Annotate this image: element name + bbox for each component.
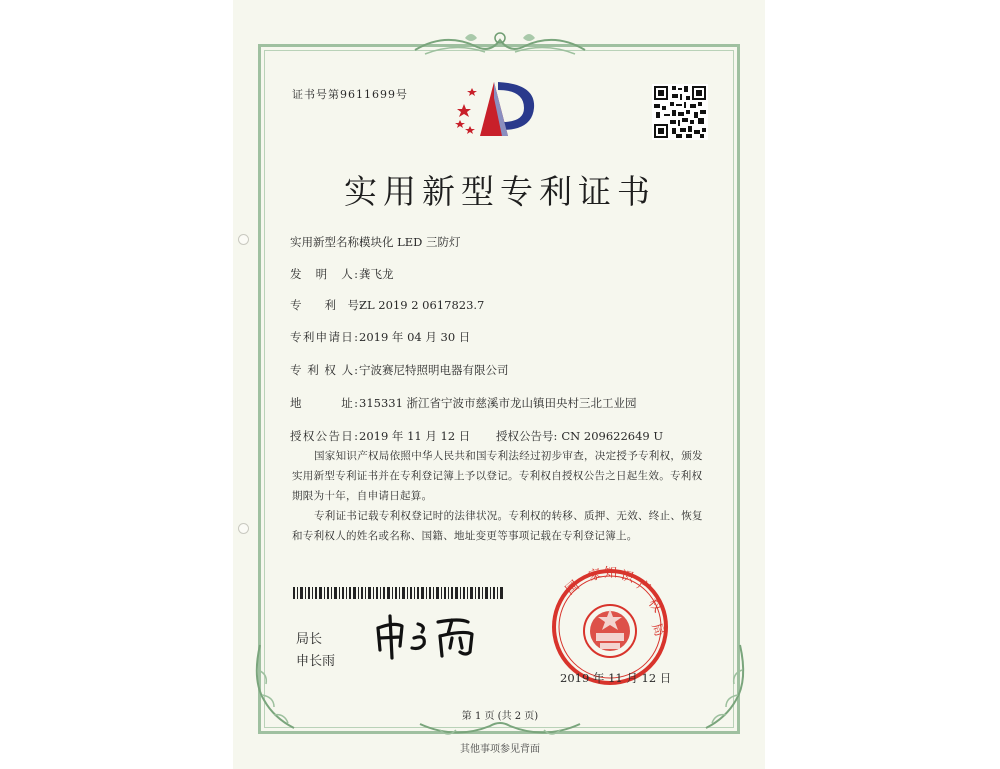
field-value: 2019 年 04 月 30 日 xyxy=(359,330,471,344)
field-inventor xyxy=(290,266,394,282)
paragraph-legal-status: 专利证书记载专利权登记时的法律状况。专利权的转移、质押、无效、终止、恢复和专利权人的姓名或名称、国籍、地址变更等事项记载在专利登记簿上。 xyxy=(292,510,703,542)
field-application-date xyxy=(290,329,470,345)
field-patent-number xyxy=(290,297,484,313)
field-label: 授权公告号: xyxy=(496,429,558,443)
field-patentee xyxy=(290,362,509,378)
field-label: 发 明 人: xyxy=(290,267,358,281)
patent-office-logo-icon xyxy=(450,78,540,140)
page-number: 第 1 页 (共 2 页) xyxy=(461,711,539,722)
field-name xyxy=(290,234,461,250)
field-value: 2019 年 11 月 12 日 xyxy=(359,429,471,443)
field-announcement-number xyxy=(496,428,663,444)
field-label: 专 利 权 人: xyxy=(290,363,358,377)
qr-code-icon xyxy=(652,84,708,140)
field-address xyxy=(290,395,637,411)
field-value: 315331 浙江省宁波市慈溪市龙山镇田央村三北工业园 xyxy=(359,396,637,410)
director-name: 申长雨 xyxy=(296,654,336,669)
field-label: 专 利 号: xyxy=(290,298,363,312)
field-label: 专利申请日: xyxy=(290,330,358,344)
field-value: CN 209622649 U xyxy=(561,429,664,443)
barcode-icon xyxy=(293,587,503,599)
field-grant-date xyxy=(290,428,470,444)
certificate-number: 证书号第9611699号 xyxy=(292,88,408,101)
svg-text:知: 知 xyxy=(604,566,618,581)
field-label: 地 址: xyxy=(290,396,358,410)
punch-hole xyxy=(238,234,249,245)
field-value: 模块化 LED 三防灯 xyxy=(359,235,461,249)
field-value: ZL 2019 2 0617823.7 xyxy=(359,298,485,312)
handwritten-signature-icon xyxy=(372,610,502,660)
svg-text:局: 局 xyxy=(648,621,667,639)
certificate-title: 实用新型专利证书 xyxy=(344,172,656,211)
svg-text:权: 权 xyxy=(644,595,665,616)
field-value: 宁波赛尼特照明电器有限公司 xyxy=(359,363,509,377)
svg-text:产: 产 xyxy=(634,577,653,597)
footer-note: 其他事项参见背面 xyxy=(460,744,540,755)
paragraph-grant: 国家知识产权局依照中华人民共和国专利法经过初步审查，决定授予专利权，颁发实用新型专利证书并在专利登记簿上予以登记。专利权自授权公告之日起生效。专利权期限为十年，自申请日起算。 xyxy=(292,450,703,502)
director-title: 局长 xyxy=(296,632,323,647)
field-label: 实用新型名称: xyxy=(290,235,363,249)
svg-text:识: 识 xyxy=(619,568,636,587)
field-label: 授权公告日: xyxy=(290,429,358,443)
field-value: 龚飞龙 xyxy=(359,267,394,281)
svg-text:国: 国 xyxy=(562,578,583,599)
seal-date: 2019 年 11 月 12 日 xyxy=(560,671,672,685)
punch-hole xyxy=(238,523,249,534)
top-ornament xyxy=(405,28,595,62)
official-seal-icon xyxy=(540,565,680,685)
svg-text:家: 家 xyxy=(586,566,604,585)
